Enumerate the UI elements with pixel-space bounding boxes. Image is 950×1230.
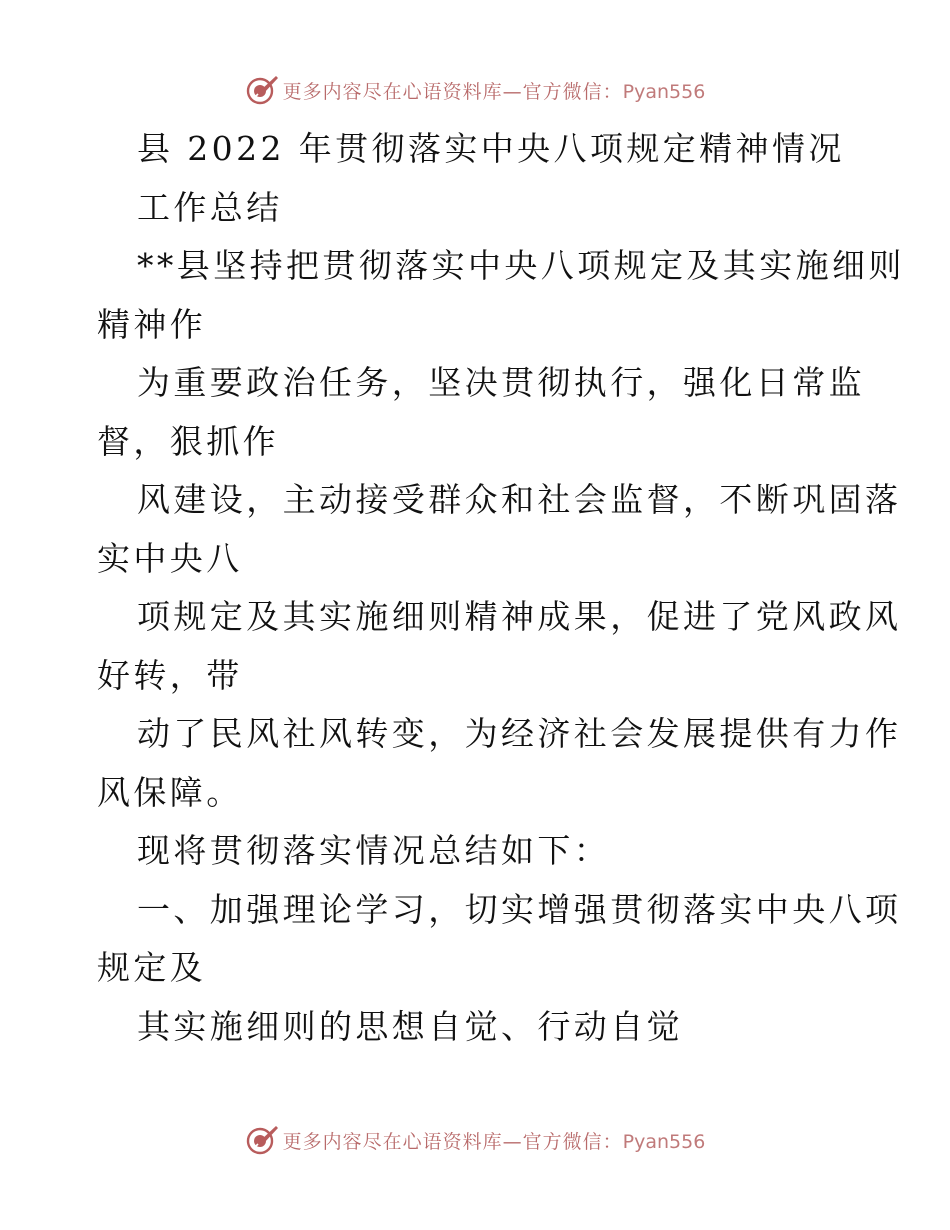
document-line: 规定及 (97, 948, 207, 987)
document-line: 县 2022 年贯彻落实中央八项规定精神情况 (137, 129, 845, 168)
watermark-text: 更多内容尽在心语资料库—官方微信：Pyan556 (282, 80, 706, 103)
document-line: 为重要政治任务，坚决贯彻执行，强化日常监 (137, 363, 865, 402)
document-line: **县坚持把贯彻落实中央八项规定及其实施细则 (137, 246, 905, 285)
document-line: 一、加强理论学习，切实增强贯彻落实中央八项 (137, 889, 902, 929)
document-line: 工作总结 (137, 187, 283, 227)
watermark-text: 更多内容尽在心语资料库—官方微信：Pyan556 (282, 1130, 706, 1153)
footer-watermark (0, 1120, 950, 1160)
document-line: 风保障。 (97, 772, 243, 812)
header-watermark (0, 70, 950, 110)
document-line: 现将贯彻落实情况总结如下： (137, 831, 611, 870)
document-line: 实中央八 (97, 538, 243, 578)
document-line: 风建设，主动接受群众和社会监督，不断巩固落 (137, 480, 902, 519)
document-line: 项规定及其实施细则精神成果，促进了党风政风 (137, 597, 902, 636)
document-line: 好转，带 (97, 655, 243, 695)
document-line: 其实施细则的思想自觉、行动自觉 (137, 1006, 683, 1046)
document-line: 动了民风社风转变，为经济社会发展提供有力作 (137, 714, 902, 753)
quill-seal-logo-icon (245, 1123, 279, 1157)
document-line: 精神作 (97, 304, 207, 344)
document-line: 督，狠抓作 (97, 421, 279, 461)
quill-seal-logo-icon (245, 73, 279, 107)
document-body (97, 120, 905, 1056)
